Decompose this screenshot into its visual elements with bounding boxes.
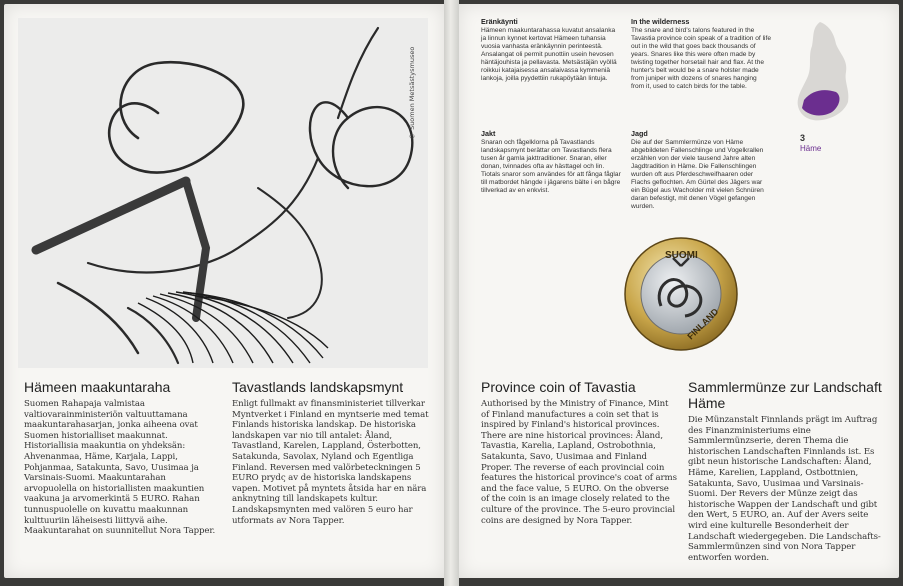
swedish-title: Tavastlands landskapsmynt (232, 379, 404, 395)
note-german-title: Jagd (631, 129, 648, 138)
english-title: Province coin of Tavastia (481, 379, 636, 395)
note-english (631, 18, 771, 91)
note-finnish-title: Eränkäynti (481, 17, 518, 26)
note-finnish (481, 18, 621, 83)
finnish-body: Suomen Rahapaja valmistaa valtiovarainministeriön valtuuttamana maakuntarahasarjan, jonka aiheena ovat Suomen historialliset maakunnat. Historiallisia maakuntia on yhdeksän: Ahvenanmaa, Häme, Karjala, Lappi, Pohjanmaa, Satakunta, Savo, Uusimaa ja Varsinais-Suomi. Maakuntarahan arvopuolella on historiallisten maakuntien vaakuna ja arvomerkintä 5 EURO. Rahan tunnuspuolelle on kuvattu maakunnan kulttuuriin läheisesti liittyvä aihe. Maakuntarahat on suunnitellut Nora Tapper. (24, 399, 216, 537)
swedish-column (232, 379, 430, 526)
photo-credit: © Suomen Metsästysmuseo (408, 46, 416, 140)
note-swedish-body: Snaran och fågelklorna på Tavastlands landskapsmynt berättar om Tavastlands flera tusen år gamla jakttraditioner. Snaran, eller donan, tvinnades ofta av hästtagel och lin. Tiotals snaror som användes för att fånga fåglar till matbordet hängde i jägarens bälte i en bågre tillverkad av en enkvist. (481, 138, 621, 195)
finnish-title: Hämeen maakuntaraha (24, 379, 171, 395)
book-spine (444, 0, 459, 586)
note-swedish (481, 130, 621, 195)
note-english-body: The snare and bird's talons featured in the Tavastia province coin speak of a tradition of life out in the wild that goes back thousands of years. Snares like this were often made by twisting together horsetail hair and flax. At the hunter's belt would be a snare holster made from juniper with dozens of snares hanging from it, used to catch birds for the table. (631, 26, 772, 91)
note-finnish-body: Hämeen maakuntarahassa kuvatut ansalanka ja linnun kynnet kertovat Hämeen tuhansia vuosia vanhasta eränkäynnin perinteestä. Ansalangat oli permit punottiin usein hevosen häntäjouhista ja pellavasta. Metsästäjän vyöllä roikkui katajaisessa ansalaivassa kymmeniä lankoja, joilla pyydettiin rukapöytään lintuja. (481, 26, 617, 83)
coin-top-text: SUOMI (665, 250, 698, 261)
english-column (481, 379, 679, 526)
finnish-column (24, 379, 220, 537)
german-body: Die Münzanstalt Finnlands prägt im Auftrag des Finanzministeriums eine Sammlermünzserie, deren Thema die historischen Landschaften Finnlands ist. Es gibt neun historische Landschaften: Åland, Häme, Karelien, Lappland, Ostbottnien, Satakunta, Savo, Uusimaa und Varsinais-Suomi. Der Revers der Münze zeigt das historische Wappen der Landschaft und gibt den Wert, 5 EURO, an. Auf der Avers seite wird eine kulturelle Besonderheit der Landschaft wiedergegeben. Die Landschafts-Sammlermünzen sind von Nora Tapper entworfen worden. (688, 415, 881, 563)
region-number: 3 (800, 133, 806, 143)
english-body: Authorised by the Ministry of Finance, Mint of Finland manufactures a coin set that is inspired by Finland's historical provinces. There are nine historical provinces: Åland, Tavastia, Karelia, Lapland, Ostrobothnia, Satakunta, Savo, Uusimaa and Finland Proper. The reverse of each provincial coin features the historical province's coat of arms and the face value, 5 EURO. On the obverse of the coin is an image closely related to the culture of the province. The 5-euro provincial coins are designed by Nora Tapper. (481, 399, 677, 526)
german-column (688, 379, 886, 563)
note-english-title: In the wilderness (631, 17, 690, 26)
note-german (631, 130, 771, 211)
german-title: Sammlermünze zur Landschaft Häme (688, 379, 882, 411)
coin-bottom-text: FINLAND (685, 306, 721, 342)
swedish-body: Enligt fullmakt av finansministeriet tillverkar Myntverket i Finland en myntserie med temat Finlands historiska landskap. De historiska landskapen var nio till antalet: Åland, Tavastland, Karelen, Lappland, Österbotten, Satakunda, Savolax, Nyland och Egentliga Finland. Reversen med valörbeteckningen 5 EURO prydς av de historiska landskapens vapen. Motivet på myntets åtsida har en nära anknytning till landskapets kultur. Landskapsmynten med valören 5 euro har utformats av Nora Tapper. (232, 399, 429, 526)
note-german-body: Die auf der Sammlermünze von Häme abgebildeten Fallenschlinge und Vogelkrallen erzählen von der viele tausend Jahre alten Jagdtradition in Häme. Die Fallenschlingen wurden oft aus Pferdeschweifhaaren oder Flachs geflochten. Am Gürtel des Jägers war ein Bügel aus Wacholder mit vielen Schnüren daran befestigt, mit denen Vögel gefangen wurden. (631, 138, 764, 211)
snare-photograph (18, 18, 428, 368)
note-swedish-title: Jakt (481, 129, 496, 138)
coin-image (623, 236, 739, 352)
finland-map (790, 20, 860, 130)
region-name: Häme (800, 144, 822, 153)
